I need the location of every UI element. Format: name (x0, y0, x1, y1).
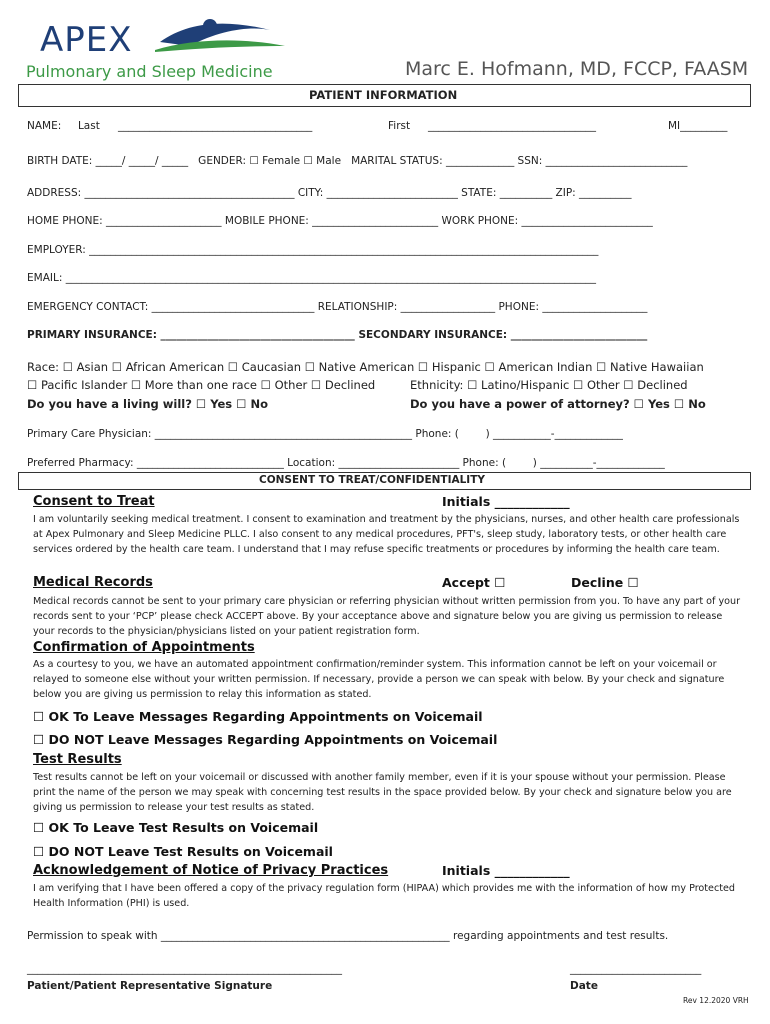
records-heading: Medical Records (33, 575, 153, 590)
race-row-1[interactable]: Race: ☐ Asian ☐ African American ☐ Caucasian ☐ Native American ☐ Hispanic ☐ American Indian ☐ Native Hawaiian (27, 360, 704, 374)
privacy-initials[interactable]: Initials ____________ (442, 863, 570, 878)
records-decline-checkbox[interactable]: Decline ☐ (571, 575, 639, 590)
birth-gender-row[interactable]: BIRTH DATE: _____/ _____/ _____ GENDER: ☐ Female ☐ Male MARITAL STATUS: _____________ SSN: ___________________________ (27, 155, 688, 167)
name-label: NAME: Last (27, 120, 100, 132)
logo-subtitle: Pulmonary and Sleep Medicine (26, 62, 273, 81)
email-field[interactable]: EMAIL: _____________________________________________________________________________________________________ (27, 272, 596, 284)
signature-label: Patient/Patient Representative Signature (27, 980, 273, 992)
signature-line[interactable]: ____________________________________________________________ (27, 963, 342, 975)
employer-field[interactable]: EMPLOYER: _________________________________________________________________________________________________ (27, 244, 599, 256)
logo-text: APEX (40, 20, 133, 60)
tests-heading: Test Results (33, 752, 122, 767)
date-label: Date (570, 980, 598, 992)
consent-initials[interactable]: Initials ____________ (442, 494, 570, 509)
tests-no-checkbox[interactable]: ☐ DO NOT Leave Test Results on Voicemail (33, 844, 333, 859)
date-line[interactable]: _________________________ (570, 963, 702, 975)
records-text: Medical records cannot be sent to your primary care physician or referring physician without written permission from you. To have any part of your records sent to your ‘PCP’ please check ACCEPT above. By your acceptance above and signature below you are giving us permission to release your records to the physician/physicians listed on your patient registration form. (33, 596, 741, 637)
section-title: PATIENT INFORMATION (309, 88, 458, 102)
consent-heading: Consent to Treat (33, 494, 155, 509)
privacy-text: I am verifying that I have been offered a copy of the privacy regulation form (HIPAA) which provides me with the information of how my Protected Health Information (PHI) is used. (33, 883, 735, 909)
revision-label: Rev 12.2020 VRH (683, 996, 749, 1005)
consent-title: CONSENT TO TREAT/CONFIDENTIALITY (259, 474, 485, 486)
first-label: First (388, 120, 411, 132)
living-will-row[interactable]: Do you have a living will? ☐ Yes ☐ No (27, 397, 268, 411)
poa-row[interactable]: Do you have a power of attorney? ☐ Yes ☐ No (410, 397, 706, 411)
appointments-text: As a courtesy to you, we have an automated appointment confirmation/reminder system. This information cannot be left on your voicemail or relayed to someone else without your written permission. If necessary, provide a person we can speak with below. By your check and signature below you are giving us permission to relay this information as stated. (33, 659, 725, 700)
insurance-row[interactable]: PRIMARY INSURANCE: _____________________________________ SECONDARY INSURANCE: __________________________ (27, 329, 648, 341)
doctor-name: Marc E. Hofmann, MD, FCCP, FAASM (405, 58, 749, 80)
appointments-heading: Confirmation of Appointments (33, 640, 255, 655)
first-name-field[interactable]: ________________________________ (428, 120, 596, 132)
pharmacy-row[interactable]: Preferred Pharmacy: ____________________________ Location: _______________________ Phone: ( ) __________-_____________ (27, 457, 665, 469)
tests-text: Test results cannot be left on your voicemail or discussed with another family member, even if it is your spouse without your permission. Please print the name of the person we may speak with concerning test results in the space provided below. By your check and signature below you are giving us permission to release your test results as stated. (33, 772, 732, 813)
records-accept-checkbox[interactable]: Accept ☐ (442, 575, 506, 590)
tests-ok-checkbox[interactable]: ☐ OK To Leave Test Results on Voicemail (33, 820, 319, 835)
address-row[interactable]: ADDRESS: ________________________________________ CITY: _________________________ STATE: __________ ZIP: __________ (27, 187, 632, 199)
ethnicity-row[interactable]: Ethnicity: ☐ Latino/Hispanic ☐ Other ☐ Declined (410, 378, 688, 392)
emergency-contact-row[interactable]: EMERGENCY CONTACT: _______________________________ RELATIONSHIP: __________________ PHONE: ____________________ (27, 301, 648, 313)
permission-row[interactable]: Permission to speak with _______________________________________________________ regarding appointments and test results. (27, 930, 669, 942)
last-name-field[interactable]: _____________________________________ (118, 120, 313, 132)
consent-text: I am voluntarily seeking medical treatment. I consent to examination and treatment by the physicians, nurses, and other health care professionals at Apex Pulmonary and Sleep Medicine PLLC. I also consent to any medical procedures, PFT's, sleep study, laboratory tests, or other health care services ordered by the health care team. I understand that I may refuse specific treatments or procedures by informing the health care team. (33, 514, 740, 555)
mi-field[interactable]: MI_________ (668, 120, 728, 132)
logo (26, 14, 290, 84)
privacy-heading: Acknowledgement of Notice of Privacy Practices (33, 863, 389, 878)
phone-row[interactable]: HOME PHONE: ______________________ MOBILE PHONE: ________________________ WORK PHONE: _________________________ (27, 215, 653, 227)
logo-swoosh-icon (150, 16, 290, 56)
race-row-2[interactable]: ☐ Pacific Islander ☐ More than one race ☐ Other ☐ Declined (27, 378, 376, 392)
appt-no-checkbox[interactable]: ☐ DO NOT Leave Messages Regarding Appointments on Voicemail (33, 732, 498, 747)
appt-ok-checkbox[interactable]: ☐ OK To Leave Messages Regarding Appointments on Voicemail (33, 709, 483, 724)
pcp-row[interactable]: Primary Care Physician: _________________________________________________ Phone: ( ) ___________-_____________ (27, 428, 623, 440)
